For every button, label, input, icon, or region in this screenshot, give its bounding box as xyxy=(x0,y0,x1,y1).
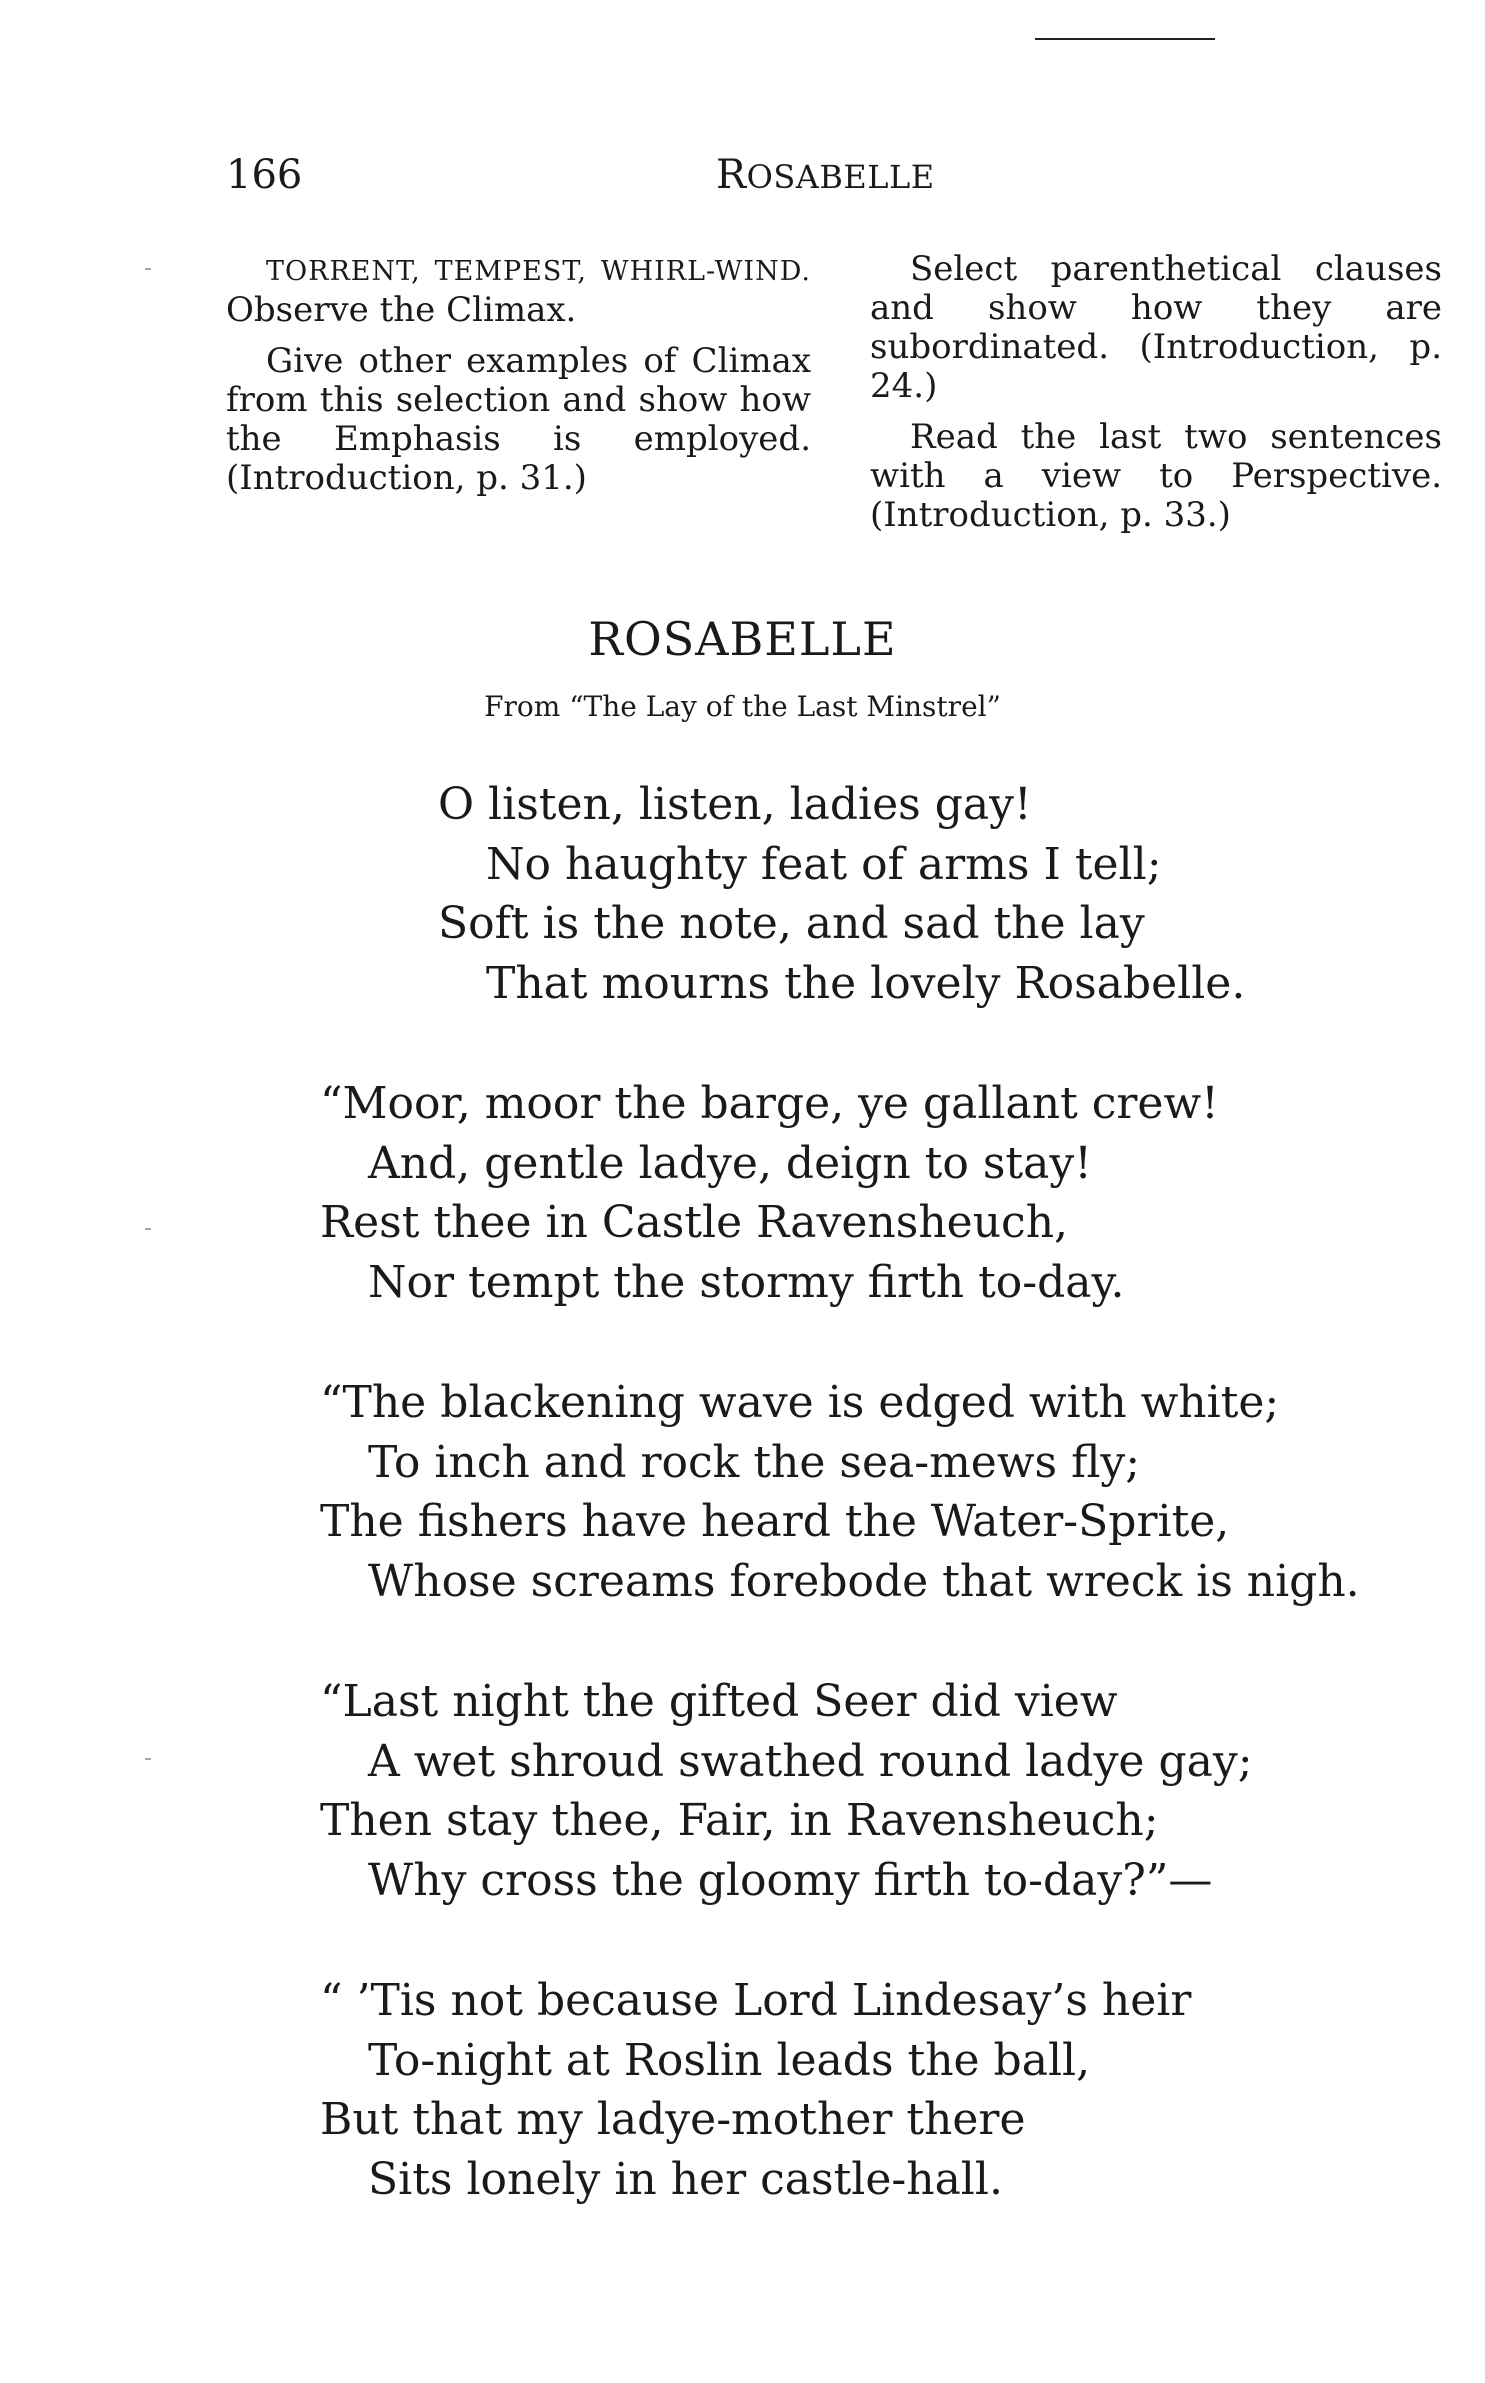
note-text: Give other examples of Climax from this selection and show how the Emphasis is employed. (Introduction, p. 31.) xyxy=(226,341,811,498)
verse-line: “The blackening wave is edged with white; xyxy=(320,1377,1280,1428)
poem-source: From “The Lay of the Last Minstrel” xyxy=(484,690,1001,723)
verse-line: The fishers have heard the Water-Sprite, xyxy=(320,1496,1230,1547)
page-number: 166 xyxy=(226,152,303,198)
verse-line: To-night at Roslin leads the ball, xyxy=(368,2034,1091,2086)
verse-line: “Last night the gifted Seer did view xyxy=(320,1676,1118,1727)
verse-line: Sits lonely in her castle-hall. xyxy=(368,2153,1003,2205)
note-paragraph xyxy=(226,342,811,498)
verse-line: To inch and rock the sea-mews fly; xyxy=(368,1436,1141,1488)
verse-line: No haughty feat of arms I tell; xyxy=(486,838,1162,890)
verse-line: And, gentle ladye, deign to stay! xyxy=(368,1137,1092,1189)
poem-title: ROSABELLE xyxy=(588,612,897,666)
margin-mark xyxy=(145,1228,151,1230)
note-paragraph xyxy=(870,250,1442,406)
running-head-rest: OSABELLE xyxy=(746,158,935,196)
notes-right-column xyxy=(870,250,1442,547)
verse-line: That mourns the lovely Rosabelle. xyxy=(486,957,1246,1009)
verse-line: Whose screams forebode that wreck is nigh. xyxy=(368,1555,1360,1607)
verse-line: Nor tempt the stormy firth to-day. xyxy=(368,1256,1125,1308)
poem-body xyxy=(320,775,1360,2270)
note-text: Observe the Climax. xyxy=(226,290,577,330)
stanza xyxy=(320,1672,1360,1910)
verse-line: “Moor, moor the barge, ye gallant crew! xyxy=(320,1078,1219,1129)
note-paragraph xyxy=(870,418,1442,535)
verse-line: Soft is the note, and sad the lay xyxy=(438,898,1145,949)
running-head xyxy=(716,152,935,198)
verse-line: A wet shroud swathed round ladye gay; xyxy=(368,1735,1253,1787)
note-paragraph xyxy=(226,250,811,330)
note-text: Select parenthetical clauses and show how they are subordinated. (Introduction, p. 24.) xyxy=(870,249,1442,406)
verse-line: Rest thee in Castle Ravensheuch, xyxy=(320,1197,1069,1248)
note-text: Read the last two sentences with a view to Perspective. (Introduction, p. 33.) xyxy=(870,417,1442,535)
verse-line: O listen, listen, ladies gay! xyxy=(438,779,1032,830)
verse-line: Then stay thee, Fair, in Ravensheuch; xyxy=(320,1795,1159,1846)
stanza xyxy=(320,1074,1360,1312)
verse-line: “ ’Tis not because Lord Lindesay’s heir xyxy=(320,1975,1192,2026)
stanza xyxy=(438,775,1360,1013)
running-head-initial: R xyxy=(716,152,747,198)
margin-mark xyxy=(145,1758,151,1760)
top-rule xyxy=(1035,38,1215,40)
verse-line: But that my ladye-mother there xyxy=(320,2094,1026,2145)
margin-mark xyxy=(145,268,151,270)
notes-left-column xyxy=(226,250,811,510)
note-caps: TORRENT, TEMPEST, WHIRL-WIND. xyxy=(266,256,811,287)
stanza xyxy=(320,1971,1360,2209)
stanza xyxy=(320,1373,1360,1611)
verse-line: Why cross the gloomy firth to-day?”— xyxy=(368,1854,1213,1906)
